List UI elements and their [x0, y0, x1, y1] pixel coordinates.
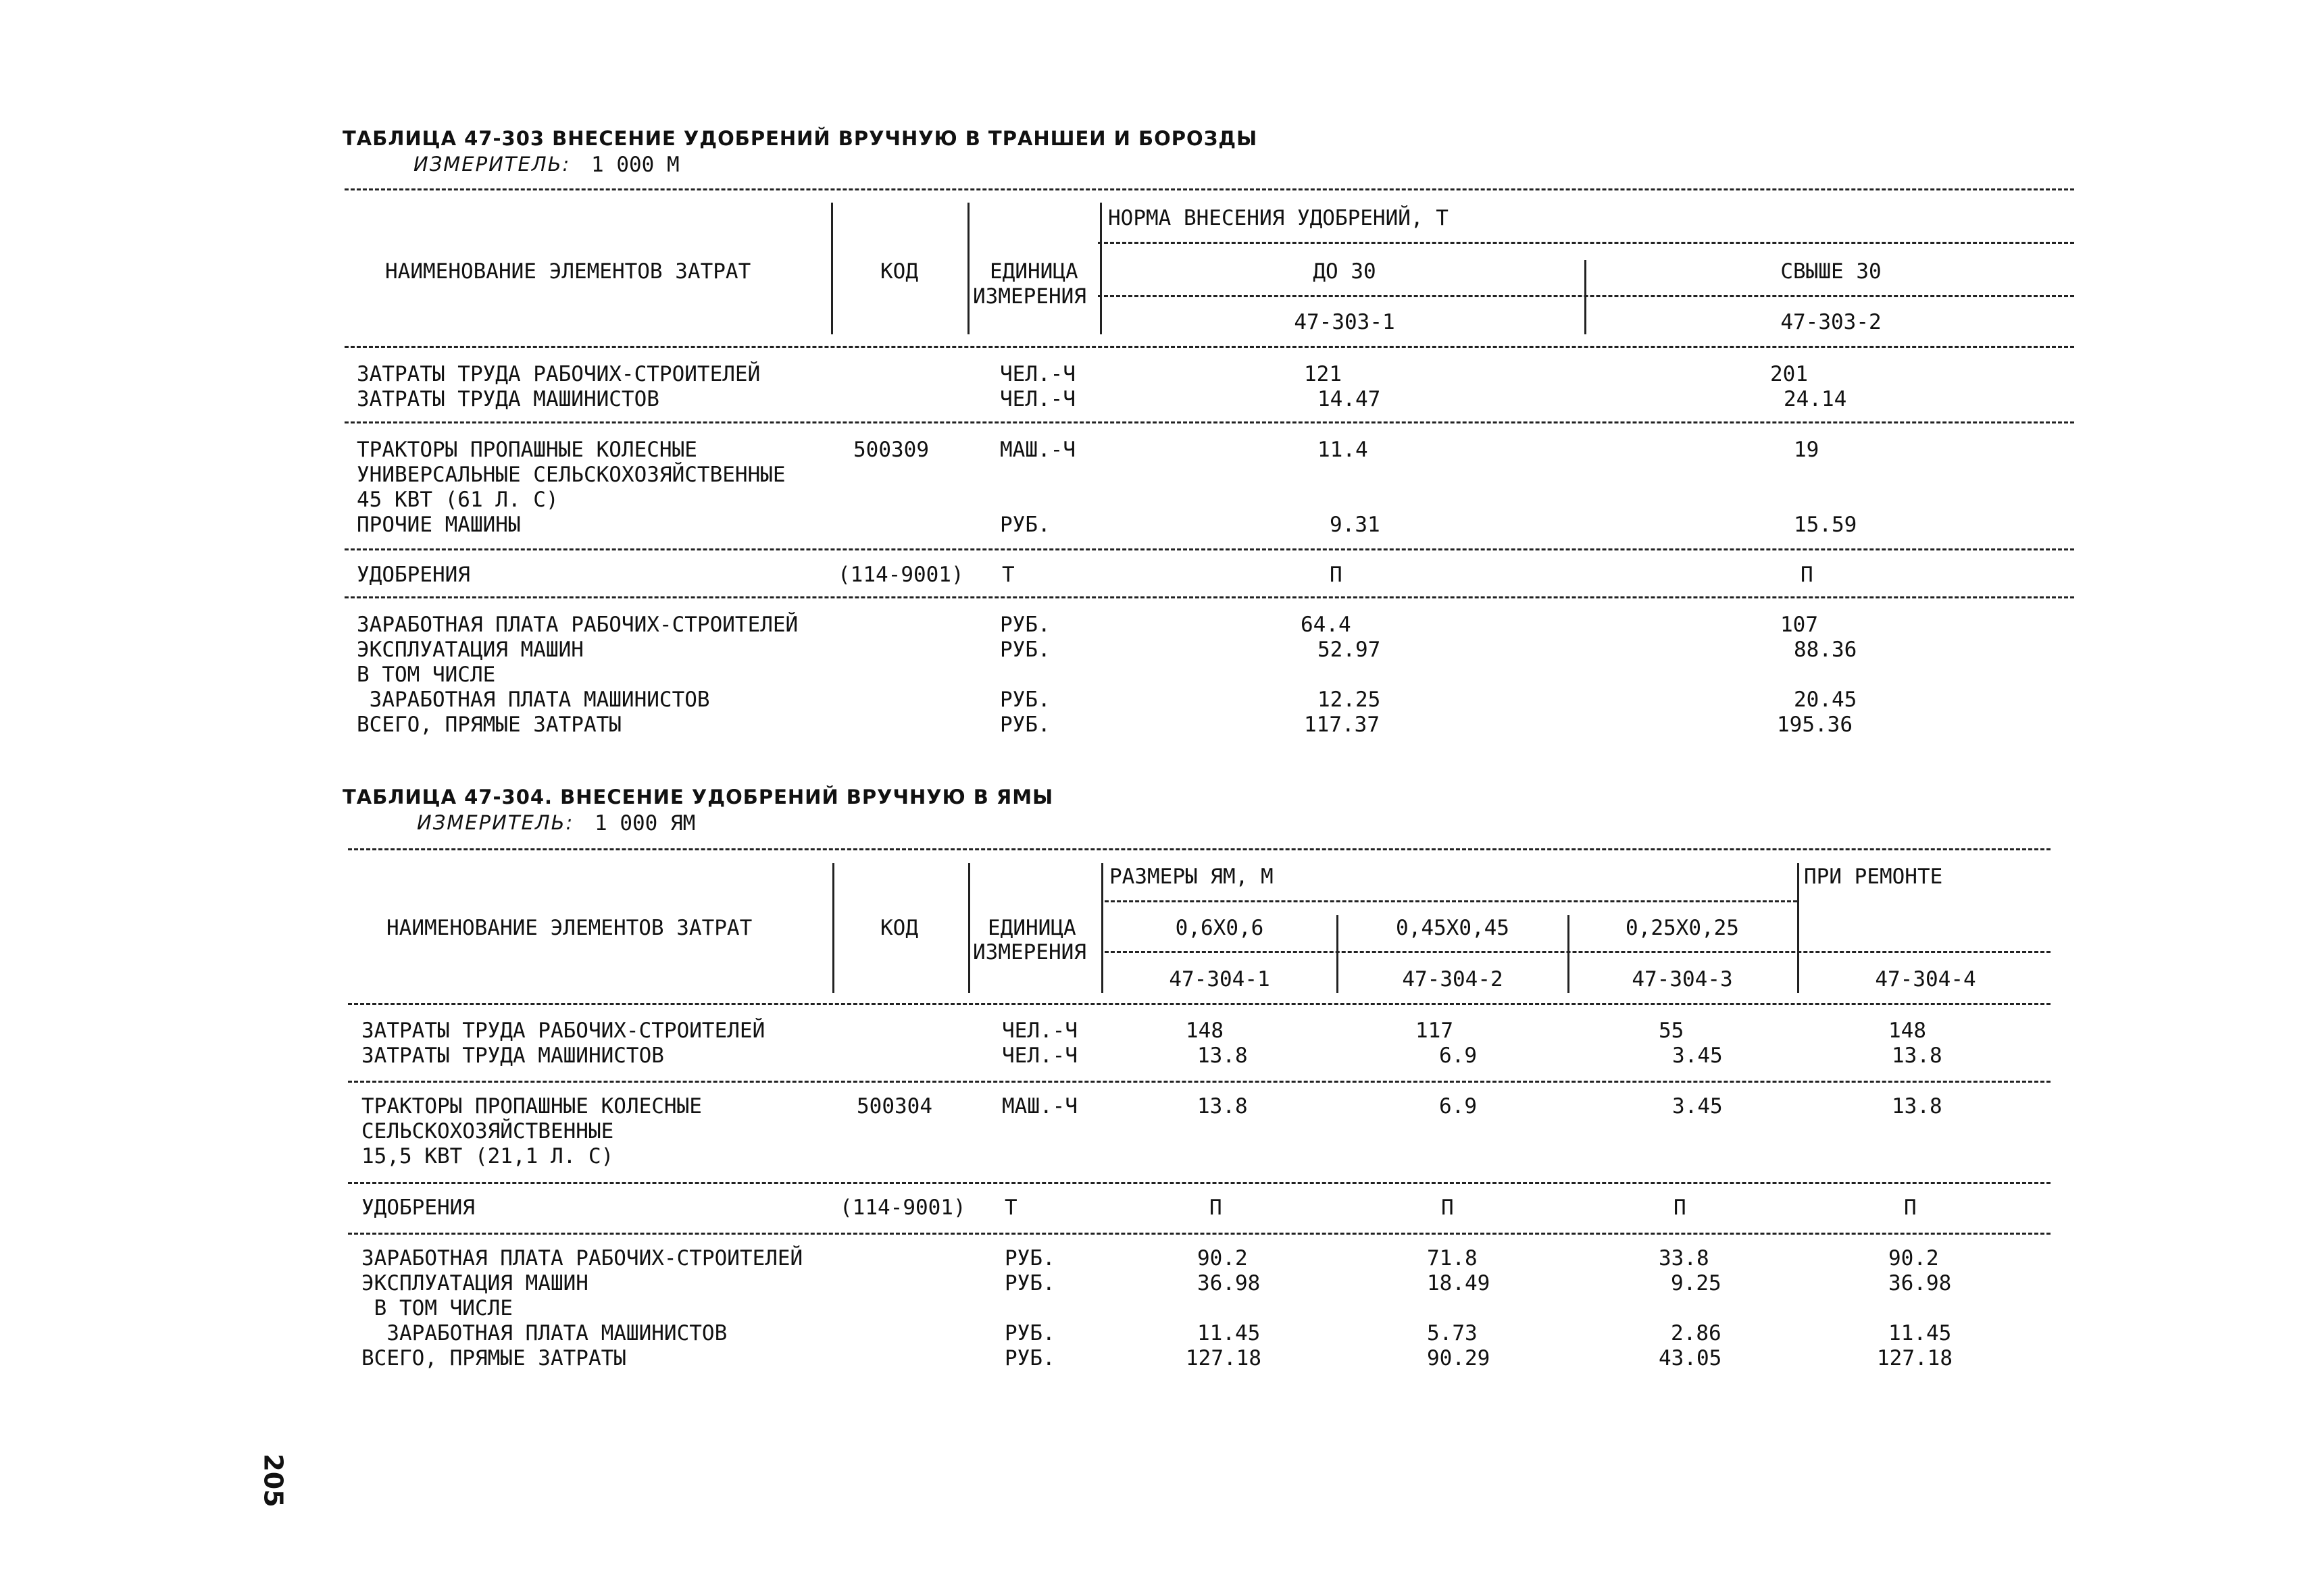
row-value: 33.8: [1659, 1246, 1709, 1270]
row-value: 24.14: [1784, 387, 1847, 411]
header-code: КОД: [880, 916, 918, 940]
row-separator: [348, 1081, 2051, 1083]
header-code-2: 47-303-2: [1780, 310, 1882, 334]
header-col-1: 0,6Х0,6: [1175, 916, 1264, 940]
row-unit: РУБ.: [1000, 613, 1051, 637]
row-code: 500304: [857, 1094, 932, 1118]
header-unit-line1: ЕДИНИЦА: [988, 916, 1076, 940]
row-name: ВСЕГО, ПРЯМЫЕ ЗАТРАТЫ: [361, 1346, 626, 1370]
row-unit: ЧЕЛ.-Ч: [1002, 1044, 1078, 1068]
row-name: ВСЕГО, ПРЯМЫЕ ЗАТРАТЫ: [357, 713, 622, 737]
row-value: 36.98: [1888, 1271, 1952, 1295]
row-code: (114-9001): [838, 563, 964, 587]
row-value: 71.8: [1427, 1246, 1478, 1270]
row-value: 88.36: [1794, 638, 1857, 662]
header-group: РАЗМЕРЫ ЯМ, М: [1109, 865, 1274, 889]
row-name-subheading: В ТОМ ЧИСЛЕ: [361, 1296, 513, 1320]
header-col-2: СВЫШЕ 30: [1780, 259, 1882, 284]
header-unit-line2: ИЗМЕРЕНИЯ: [973, 284, 1086, 309]
row-value: 3.45: [1672, 1044, 1723, 1068]
row-value: 3.45: [1672, 1094, 1723, 1118]
header-group-rule: [1105, 900, 1797, 902]
row-unit: ЧЕЛ.-Ч: [1002, 1019, 1078, 1043]
row-name: ЭКСПЛУАТАЦИЯ МАШИН: [357, 638, 584, 662]
header-col-1: ДО 30: [1313, 259, 1376, 284]
row-name: ЗАТРАТЫ ТРУДА РАБОЧИХ-СТРОИТЕЛЕЙ: [357, 362, 761, 386]
row-value: 15.59: [1794, 513, 1857, 537]
row-value: 2.86: [1671, 1321, 1721, 1345]
row-value: 55: [1659, 1019, 1684, 1043]
row-name: ЗАРАБОТНАЯ ПЛАТА РАБОЧИХ-СТРОИТЕЛЕЙ: [361, 1246, 803, 1270]
row-code: 500309: [853, 438, 929, 462]
row-value: 12.25: [1317, 688, 1381, 712]
row-unit: РУБ.: [1005, 1271, 1055, 1295]
row-separator: [348, 1182, 2051, 1184]
column-divider: [1336, 915, 1338, 993]
header-top-rule: [348, 848, 2051, 850]
row-name: ТРАКТОРЫ ПРОПАШНЫЕ КОЛЕСНЫЕ: [361, 1094, 702, 1118]
meter-label: ИЗМЕРИТЕЛЬ:: [413, 153, 571, 176]
header-repair: ПРИ РЕМОНТЕ: [1804, 865, 1943, 889]
meter-value: 1 000 М: [591, 153, 680, 177]
row-value: 11.45: [1888, 1321, 1952, 1345]
column-divider: [832, 863, 834, 993]
header-code-2: 47-304-2: [1402, 967, 1503, 992]
row-value: 18.49: [1427, 1271, 1490, 1295]
row-value: 121: [1304, 362, 1342, 386]
row-name: ЗАТРАТЫ ТРУДА МАШИНИСТОВ: [357, 387, 659, 411]
column-divider: [1101, 863, 1103, 993]
row-value: 20.45: [1794, 688, 1857, 712]
row-value: П: [1674, 1195, 1686, 1220]
row-value: 6.9: [1439, 1094, 1477, 1118]
column-divider: [1797, 863, 1799, 993]
column-divider: [1584, 260, 1586, 334]
row-unit: МАШ.-Ч: [1000, 438, 1076, 462]
row-separator: [348, 1233, 2051, 1235]
row-value: П: [1330, 563, 1342, 587]
row-name: ТРАКТОРЫ ПРОПАШНЫЕ КОЛЕСНЫЕ: [357, 438, 697, 462]
column-divider: [967, 203, 970, 334]
column-divider: [831, 203, 833, 334]
row-value: 11.45: [1197, 1321, 1261, 1345]
row-unit: РУБ.: [1000, 513, 1051, 537]
row-unit: МАШ.-Ч: [1002, 1094, 1078, 1118]
header-name: НАИМЕНОВАНИЕ ЭЛЕМЕНТОВ ЗАТРАТ: [385, 259, 751, 284]
header-bottom-rule: [345, 346, 2074, 348]
row-value: 43.05: [1659, 1346, 1722, 1370]
header-group: НОРМА ВНЕСЕНИЯ УДОБРЕНИЙ, Т: [1108, 206, 1449, 230]
header-code: КОД: [880, 259, 918, 284]
row-name: ЗАТРАТЫ ТРУДА РАБОЧИХ-СТРОИТЕЛЕЙ: [361, 1019, 765, 1043]
row-name: ЗАРАБОТНАЯ ПЛАТА МАШИНИСТОВ: [361, 1321, 728, 1345]
header-code-rule: [1105, 951, 2051, 953]
row-value: 148: [1888, 1019, 1926, 1043]
row-code: (114-9001): [840, 1195, 966, 1220]
row-unit: РУБ.: [1005, 1246, 1055, 1270]
row-name: ЭКСПЛУАТАЦИЯ МАШИН: [361, 1271, 588, 1295]
row-name: ЗАТРАТЫ ТРУДА МАШИНИСТОВ: [361, 1044, 664, 1068]
row-separator: [345, 548, 2074, 550]
column-divider: [1567, 915, 1569, 993]
meter-label: ИЗМЕРИТЕЛЬ:: [417, 811, 574, 834]
row-name: УДОБРЕНИЯ: [357, 563, 470, 587]
row-name: УДОБРЕНИЯ: [361, 1195, 475, 1220]
row-value: 14.47: [1317, 387, 1381, 411]
row-value: 13.8: [1892, 1094, 1942, 1118]
row-value: 13.8: [1892, 1044, 1942, 1068]
row-value: 64.4: [1301, 613, 1351, 637]
header-code-1: 47-303-1: [1294, 310, 1395, 334]
row-value: П: [1441, 1195, 1454, 1220]
row-name: ЗАРАБОТНАЯ ПЛАТА РАБОЧИХ-СТРОИТЕЛЕЙ: [357, 613, 799, 637]
row-value: 19: [1794, 438, 1819, 462]
row-value: 195.36: [1777, 713, 1853, 737]
row-unit: Т: [1002, 563, 1015, 587]
row-name-continued: СЕЛЬСКОХОЗЯЙСТВЕННЫЕ: [361, 1119, 614, 1143]
row-value: 36.98: [1197, 1271, 1261, 1295]
row-name-continued: 45 КВТ (61 Л. С): [357, 488, 559, 512]
row-value: 148: [1186, 1019, 1224, 1043]
row-unit: РУБ.: [1000, 688, 1051, 712]
header-code-1: 47-304-1: [1169, 967, 1270, 992]
row-value: 117: [1415, 1019, 1453, 1043]
header-top-rule: [345, 188, 2074, 190]
table-title: ТАБЛИЦА 47-303 ВНЕСЕНИЕ УДОБРЕНИЙ ВРУЧНУЮ В ТРАНШЕИ И БОРОЗДЫ: [343, 127, 1258, 150]
header-bottom-rule: [348, 1003, 2051, 1005]
row-value: П: [1904, 1195, 1917, 1220]
row-value: 90.2: [1888, 1246, 1939, 1270]
row-value: 201: [1770, 362, 1808, 386]
header-col-2: 0,45Х0,45: [1396, 916, 1509, 940]
row-unit: ЧЕЛ.-Ч: [1000, 387, 1076, 411]
header-name: НАИМЕНОВАНИЕ ЭЛЕМЕНТОВ ЗАТРАТ: [386, 916, 753, 940]
row-name-subheading: В ТОМ ЧИСЛЕ: [357, 663, 496, 687]
row-value: 9.31: [1330, 513, 1380, 537]
header-code-3: 47-304-3: [1632, 967, 1733, 992]
row-unit: Т: [1005, 1195, 1017, 1220]
row-name-continued: УНИВЕРСАЛЬНЫЕ СЕЛЬСКОХОЗЯЙСТВЕННЫЕ: [357, 463, 786, 487]
row-value: 13.8: [1197, 1094, 1248, 1118]
row-name: ПРОЧИЕ МАШИНЫ: [357, 513, 521, 537]
header-group-rule: [1098, 242, 2074, 244]
row-value: 90.2: [1197, 1246, 1248, 1270]
table-title: ТАБЛИЦА 47-304. ВНЕСЕНИЕ УДОБРЕНИЙ ВРУЧНУЮ В ЯМЫ: [343, 786, 1054, 808]
header-code-4: 47-304-4: [1875, 967, 1976, 992]
meter-value: 1 000 ЯМ: [595, 811, 696, 835]
row-unit: РУБ.: [1005, 1346, 1055, 1370]
row-unit: РУБ.: [1000, 638, 1051, 662]
row-value: 52.97: [1317, 638, 1381, 662]
header-unit-line2: ИЗМЕРЕНИЯ: [973, 940, 1086, 964]
row-unit: РУБ.: [1000, 713, 1051, 737]
row-value: 127.18: [1877, 1346, 1953, 1370]
row-name-continued: 15,5 КВТ (21,1 Л. С): [361, 1144, 614, 1168]
row-value: П: [1801, 563, 1813, 587]
row-value: П: [1209, 1195, 1222, 1220]
row-separator: [345, 421, 2074, 423]
row-unit: РУБ.: [1005, 1321, 1055, 1345]
row-value: 11.4: [1317, 438, 1368, 462]
column-divider: [968, 863, 970, 993]
header-col-3: 0,25Х0,25: [1626, 916, 1739, 940]
row-separator: [345, 596, 2074, 598]
row-value: 107: [1780, 613, 1818, 637]
row-value: 6.9: [1439, 1044, 1477, 1068]
row-name: ЗАРАБОТНАЯ ПЛАТА МАШИНИСТОВ: [357, 688, 710, 712]
row-value: 13.8: [1197, 1044, 1248, 1068]
row-value: 117.37: [1304, 713, 1380, 737]
row-value: 5.73: [1427, 1321, 1478, 1345]
page-number: 205: [258, 1453, 288, 1508]
row-unit: ЧЕЛ.-Ч: [1000, 362, 1076, 386]
row-value: 9.25: [1671, 1271, 1721, 1295]
header-unit-line1: ЕДИНИЦА: [990, 259, 1078, 284]
row-value: 90.29: [1427, 1346, 1490, 1370]
row-value: 127.18: [1186, 1346, 1261, 1370]
column-divider: [1100, 203, 1102, 334]
